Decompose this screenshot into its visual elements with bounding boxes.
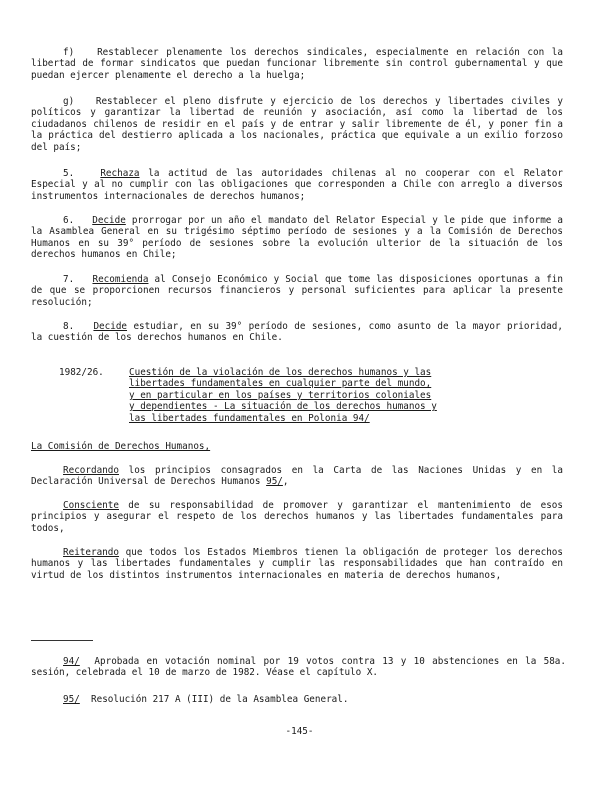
paragraph-5: [31, 168, 563, 202]
resolution-title-line: Cuestión de la violación de los derechos humanos y las: [129, 367, 432, 378]
paragraph-8-text: estudiar, en su 39° período de sesiones, como asunto de la mayor prioridad, la cuestión de los derechos humanos en Chile.: [31, 321, 563, 344]
paragraph-8: [31, 321, 563, 344]
paragraph-7-text: al Consejo Económico y Social que tome las disposiciones oportunas a fin de que se proporcionen recursos financieros y personal suficientes para aplicar la presente resolución;: [31, 274, 563, 308]
footnote-94-ref: 94/: [63, 656, 80, 667]
reiterando-text: que todos los Estados Miembros tienen la obligación de proteger los derechos humanos y las libertades fundamentales y cumplir las responsabilidades que han contraído en virtud de los distintos instrumentos internacionales en materia de derechos humanos,: [31, 547, 563, 581]
footnote-95-text: Resolución 217 A (III) de la Asamblea General.: [91, 694, 349, 705]
footnote-divider: [31, 640, 93, 641]
preamble-consciente: [31, 500, 563, 534]
reiterando-verb: Reiterando: [63, 547, 119, 558]
footnote-94: [31, 656, 566, 679]
paragraph-g-text: Restablecer el pleno disfrute y ejercicio de los derechos y libertades civiles y políticos y garantizar la libertad de reunión y asociación, así como la libertad de los ciudadanos chilenos de residir en el país y de entrar y salir libremente de él, y poner fin a la práctica del destierro aplicada a los nacionales, práctica que equivale a un exilio forzoso del país;: [31, 96, 563, 153]
resolution-title-line: y dependientes - La situación de los derechos humanos y: [129, 401, 437, 413]
paragraph-6-verb: Decide: [92, 215, 126, 226]
footnote-95-ref: 95/: [63, 694, 80, 705]
paragraph-6: [31, 215, 563, 261]
consciente-verb: Consciente: [63, 500, 119, 511]
preamble-recordando: [31, 465, 563, 488]
resolution-title-line: las libertades fundamentales en Polonia 94/: [129, 412, 370, 424]
paragraph-7-number: 7.: [63, 274, 75, 285]
paragraph-6-text: prorrogar por un año el mandato del Relator Especial y le pide que informe a la Asamblea General en su trigésimo séptimo período de sesiones y a la Comisión de Derechos Humanos en su 39° período de sesiones sobre la evolución ulterior de la situación de los derechos humanos en Chile;: [31, 215, 563, 261]
paragraph-g-lead: g): [63, 96, 75, 107]
paragraph-f-text: Restablecer plenamente los derechos sindicales, especialmente en relación con la libertad de formar sindicatos que puedan funcionar libremente sin control gubernamental y que puedan ejercer plenamente el derecho a la huelga;: [31, 47, 564, 81]
paragraph-8-verb: Decide: [93, 321, 128, 332]
resolution-title: [129, 367, 559, 424]
paragraph-6-number: 6.: [63, 215, 75, 226]
recordando-verb: Recordando: [63, 465, 119, 476]
commission-heading: [31, 441, 563, 452]
page-number: -145-: [285, 726, 314, 737]
paragraph-7: [31, 274, 563, 308]
paragraph-f-lead: f): [63, 47, 75, 58]
resolution-title-line: y en particular en los países y territorios coloniales: [129, 389, 432, 401]
recordando-tail: ,: [282, 476, 289, 488]
recordando-text: los principios consagrados en la Carta de las Naciones Unidas y en la Declaración Universal de Derechos Humanos: [31, 465, 563, 488]
paragraph-5-text: la actitud de las autoridades chilenas al no cooperar con el Relator Especial y al no cumplir con las obligaciones que corresponden a Chile con arreglo a diversos instrumentos internacionales de derechos humanos;: [31, 168, 563, 202]
footnote-95: [31, 694, 566, 705]
recordando-footnote-ref: 95/: [266, 476, 283, 488]
resolution-title-line: libertades fundamentales en cualquier parte del mundo,: [129, 378, 432, 390]
paragraph-7-verb: Recomienda: [92, 274, 149, 285]
paragraph-g: [31, 96, 563, 153]
consciente-text: de su responsabilidad de promover y garantizar el mantenimiento de esos principios y asegurar el respeto de los derechos humanos y las libertades fundamentales para todos,: [31, 500, 563, 534]
resolution-number: 1982/26.: [59, 367, 104, 378]
footnote-94-text: Aprobada en votación nominal por 19 votos contra 13 y 10 abstenciones en la 58a. sesión, celebrada el 10 de marzo de 1982. Véase el capítulo X.: [31, 656, 566, 679]
preamble-reiterando: [31, 547, 563, 581]
paragraph-f: [31, 47, 563, 81]
paragraph-8-number: 8.: [63, 321, 75, 332]
commission-text: La Comisión de Derechos Humanos,: [31, 441, 211, 452]
paragraph-5-number: 5.: [63, 168, 75, 179]
paragraph-5-verb: Rechaza: [100, 168, 140, 179]
